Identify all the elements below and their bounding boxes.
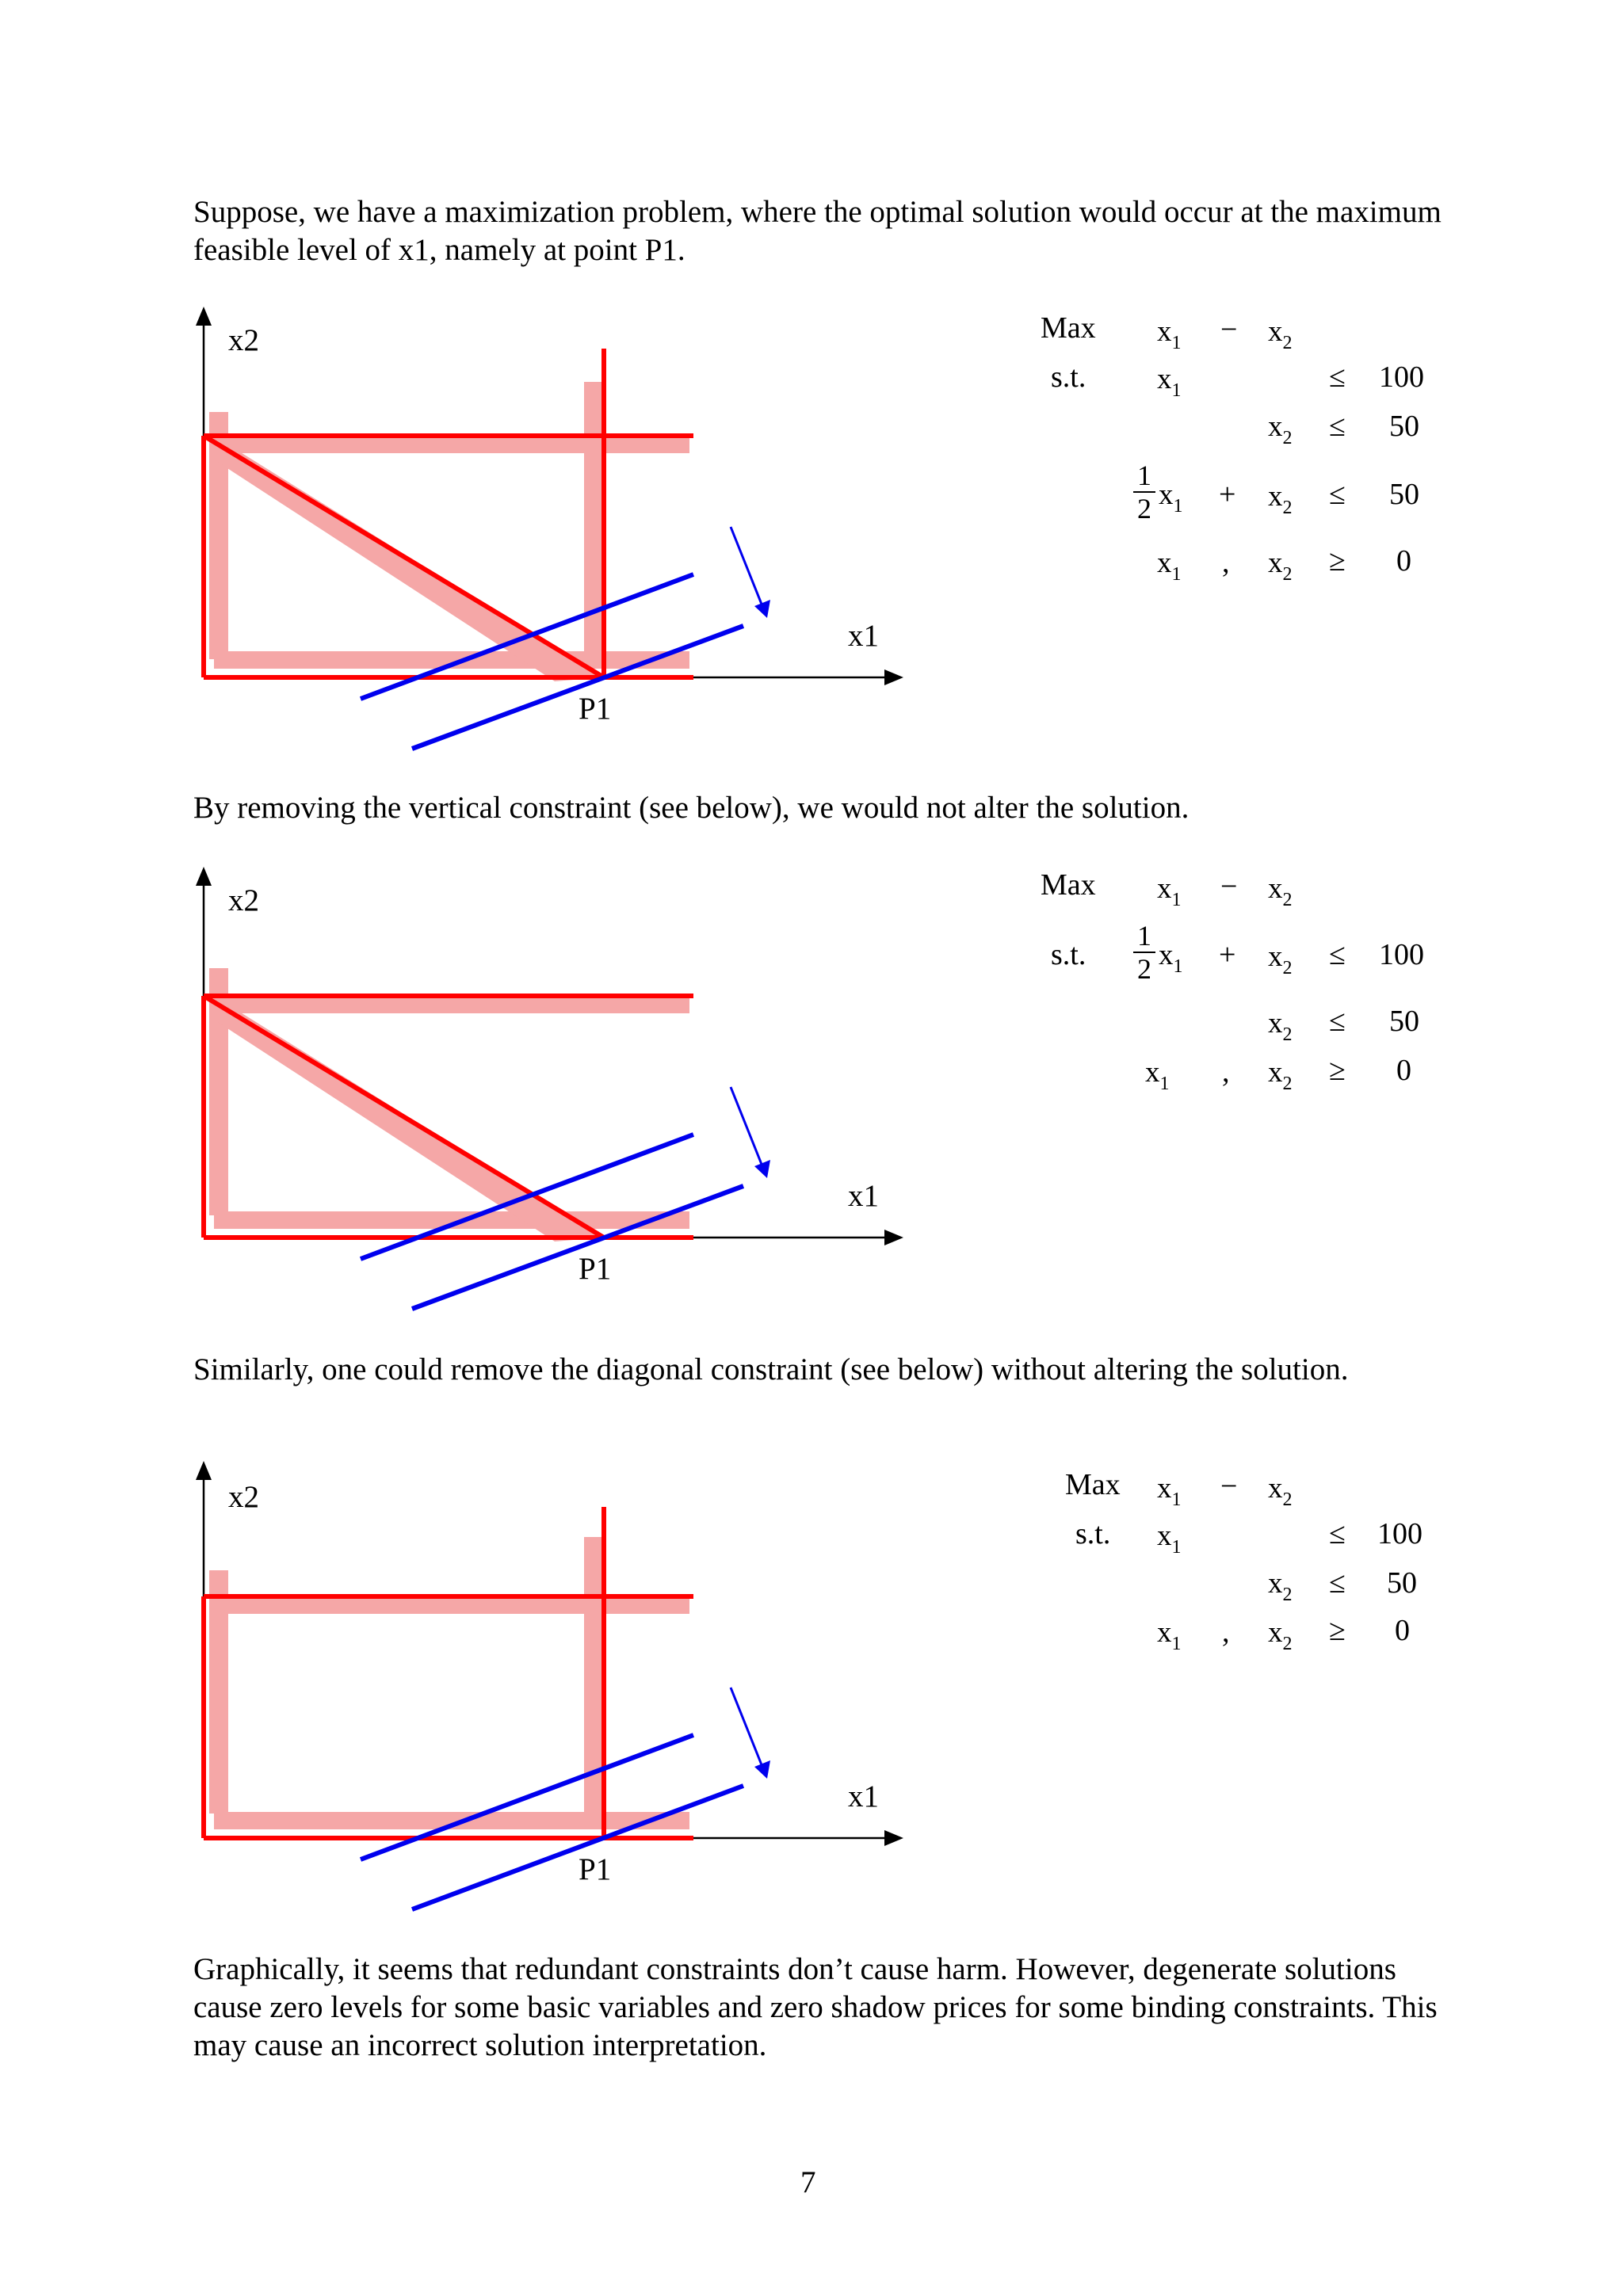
- lp1-st-label: s.t.: [1051, 360, 1086, 394]
- lp2-c1-plus: +: [1219, 938, 1236, 971]
- y-axis-arrow: [196, 1461, 212, 1480]
- lp1-nn-comma: ,: [1222, 546, 1230, 579]
- lp2-nn-comma: ,: [1222, 1055, 1230, 1089]
- shade-top: [214, 436, 689, 453]
- lp1-c3-rhs: 50: [1389, 478, 1419, 511]
- lp3-c2-x2: $x_2$: [1268, 1567, 1293, 1605]
- lp1-obj-minus: −: [1220, 313, 1238, 346]
- lp1-nn-x1: $x_1$: [1157, 547, 1182, 585]
- lp2-nn-rhs: 0: [1396, 1054, 1411, 1087]
- lp3-c1-rhs: 100: [1377, 1517, 1423, 1550]
- x-axis-arrow: [884, 1830, 903, 1846]
- lp1-c2-x2: $x_2$: [1268, 410, 1293, 448]
- lp2-obj-x2: $x_2$: [1268, 872, 1293, 910]
- lp2-c2-x2: $x_2$: [1268, 1007, 1293, 1045]
- figure-1: [190, 305, 983, 765]
- x-axis-label: x1: [848, 1779, 879, 1814]
- shade-top: [214, 996, 689, 1013]
- objective-direction-arrowhead: [754, 600, 770, 618]
- lp1-c3-plus: +: [1219, 478, 1236, 511]
- lp1-nn-x2: $x_2$: [1268, 547, 1293, 585]
- intro-paragraph: Suppose, we have a maximization problem, where the optimal solution would occur at the maximum feasible level of x1, namely at point P1.: [193, 195, 1442, 267]
- lp3-nn-comma: ,: [1222, 1615, 1230, 1649]
- point-label: P1: [579, 692, 612, 726]
- figure-2-graph: [190, 865, 983, 1325]
- lp2-st-label: s.t.: [1051, 938, 1086, 971]
- figure-2: [190, 865, 983, 1325]
- objective-direction-arrow: [731, 527, 762, 606]
- objective-line-2: [412, 1186, 743, 1309]
- y-axis-arrow: [196, 867, 212, 886]
- constraint-diagonal: [204, 996, 604, 1238]
- lp1-c3-x1: $x_1$: [1159, 479, 1183, 517]
- lp3-max-label: Max: [1065, 1468, 1121, 1501]
- page-number: 7: [800, 2165, 816, 2199]
- conclusion-paragraph: Graphically, it seems that redundant constraints don’t cause harm. However, degenerate solutions cause zero levels for some basic variables and zero shadow prices for some binding constraints. This may cause an incorrect solution interpretation.: [193, 1952, 1438, 2062]
- objective-line-1: [361, 1735, 693, 1859]
- lp1-c3-le: ≤: [1329, 478, 1346, 511]
- lp3-obj-x2: $x_2$: [1268, 1472, 1293, 1510]
- lp1-c3-x2: $x_2$: [1268, 480, 1293, 518]
- lp3-c2-rhs: 50: [1387, 1566, 1417, 1600]
- shade-top: [214, 1596, 689, 1614]
- lp2-obj-minus: −: [1220, 870, 1238, 903]
- lp2-obj-x1: $x_1$: [1157, 872, 1182, 910]
- lp2-nn-x2: $x_2$: [1268, 1056, 1293, 1094]
- lp2-c2-rhs: 50: [1389, 1005, 1419, 1038]
- lp1-max-label: Max: [1041, 311, 1096, 345]
- point-label: P1: [579, 1852, 612, 1886]
- point-label: P1: [579, 1252, 612, 1286]
- lp3-nn-x1: $x_1$: [1157, 1616, 1182, 1654]
- removing-vertical-paragraph: By removing the vertical constraint (see below), we would not alter the solution.: [193, 791, 1190, 825]
- y-axis-arrow: [196, 307, 212, 326]
- objective-direction-arrowhead: [754, 1760, 770, 1779]
- lp2-nn-x1: $x_1$: [1145, 1056, 1170, 1094]
- lp1-obj-x2: $x_2$: [1268, 315, 1293, 353]
- lp1-c1-rhs: 100: [1379, 360, 1424, 394]
- x-axis-label: x1: [848, 619, 879, 653]
- lp1-c2-le: ≤: [1329, 410, 1346, 443]
- x-axis-label: x1: [848, 1179, 879, 1213]
- lp1-c2-rhs: 50: [1389, 410, 1419, 443]
- y-axis-label: x2: [228, 1480, 259, 1514]
- lp2-max-label: Max: [1041, 868, 1096, 902]
- objective-line-1: [361, 1135, 693, 1259]
- lp3-nn-x2: $x_2$: [1268, 1616, 1293, 1654]
- objective-line-2: [412, 626, 743, 749]
- lp3-c1-le: ≤: [1329, 1517, 1346, 1550]
- objective-direction-arrow: [731, 1688, 762, 1767]
- y-axis-label: x2: [228, 883, 259, 917]
- figure-3: [190, 1459, 983, 1919]
- lp1-nn-ge: ≥: [1329, 544, 1346, 578]
- lp3-obj-x1: $x_1$: [1157, 1472, 1182, 1510]
- y-axis-label: x2: [228, 323, 259, 357]
- figure-3-graph: [190, 1459, 983, 1919]
- lp2-c1-x2: $x_2$: [1268, 940, 1293, 978]
- objective-line-2: [412, 1786, 743, 1909]
- lp-model-3: [991, 1466, 1466, 1751]
- lp3-st-label: s.t.: [1075, 1517, 1111, 1550]
- lp1-c1-le: ≤: [1329, 360, 1346, 394]
- lp-model-2: [991, 866, 1466, 1151]
- lp3-nn-rhs: 0: [1395, 1614, 1410, 1647]
- lp2-c1-x1: $x_1$: [1159, 939, 1183, 977]
- lp3-obj-minus: −: [1220, 1470, 1238, 1503]
- lp2-c2-le: ≤: [1329, 1005, 1346, 1038]
- x-axis-arrow: [884, 669, 903, 685]
- x-axis-arrow: [884, 1230, 903, 1245]
- objective-direction-arrow: [731, 1087, 762, 1166]
- objective-direction-arrowhead: [754, 1160, 770, 1178]
- lp1-c3-half: 1 2: [1133, 461, 1155, 523]
- lp1-obj-x1: $x_1$: [1157, 315, 1182, 353]
- removing-diagonal-paragraph: Similarly, one could remove the diagonal constraint (see below) without altering the solution.: [193, 1352, 1349, 1386]
- constraint-diagonal: [204, 436, 604, 677]
- objective-line-1: [361, 574, 693, 699]
- lp1-c1-x1: $x_1$: [1157, 363, 1182, 401]
- lp3-nn-ge: ≥: [1329, 1614, 1346, 1647]
- figure-1-graph: [190, 305, 983, 765]
- lp-model-1: [991, 309, 1466, 594]
- lp3-c2-le: ≤: [1329, 1566, 1346, 1600]
- lp2-c1-half: 1 2: [1133, 921, 1155, 983]
- lp3-c1-x1: $x_1$: [1157, 1520, 1182, 1558]
- lp1-nn-rhs: 0: [1396, 544, 1411, 578]
- lp2-c1-le: ≤: [1329, 938, 1346, 971]
- lp2-nn-ge: ≥: [1329, 1054, 1346, 1087]
- lp2-c1-rhs: 100: [1379, 938, 1424, 971]
